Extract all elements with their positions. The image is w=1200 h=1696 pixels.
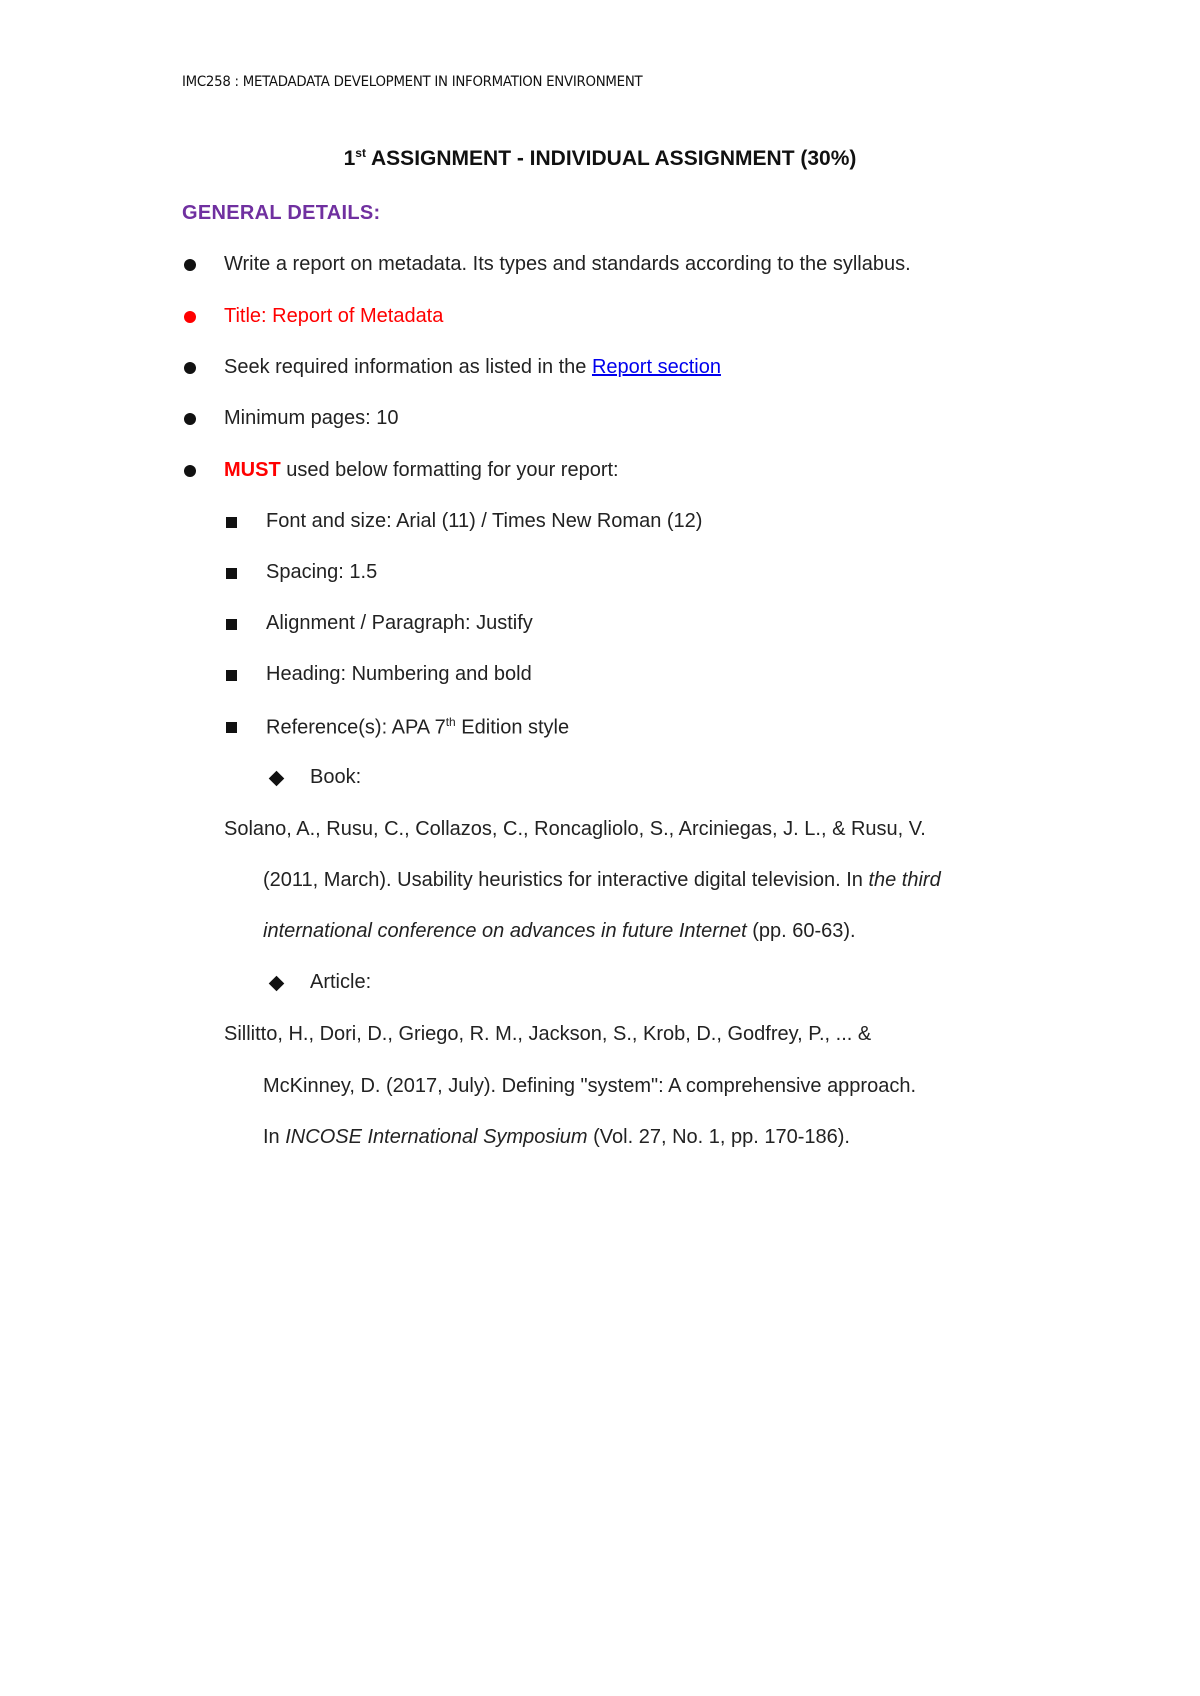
reference-italic: INCOSE International Symposium	[285, 1126, 588, 1148]
title-text: ASSIGNMENT - INDIVIDUAL ASSIGNMENT (30%)	[365, 147, 857, 170]
bullet-item	[224, 356, 721, 379]
format-item: Spacing: 1.5	[266, 561, 378, 583]
format-item: Font and size: Arial (11) / Times New Roman (12)	[266, 510, 703, 532]
bullet-text: used below formatting for your report:	[280, 459, 619, 481]
section-heading: GENERAL DETAILS:	[182, 202, 381, 224]
format-item: Alignment / Paragraph: Justify	[266, 612, 533, 634]
format-text: Reference(s): APA 7	[266, 716, 446, 739]
bullet-icon	[184, 465, 196, 477]
article-label: Article:	[310, 971, 372, 993]
square-bullet-icon	[226, 568, 237, 579]
bullet-item: Title: Report of Metadata	[224, 305, 444, 327]
book-reference-line	[263, 869, 941, 892]
reference-italic: international conference on advances in future Internet	[263, 920, 747, 942]
book-label: Book:	[310, 766, 362, 788]
book-reference-line	[263, 920, 856, 943]
square-bullet-icon	[226, 722, 237, 733]
format-item: Heading: Numbering and bold	[266, 663, 532, 685]
article-reference-line: McKinney, D. (2017, July). Defining "system": A comprehensive approach.	[263, 1075, 917, 1097]
article-reference-line	[263, 1126, 850, 1149]
title-number: 1	[343, 147, 356, 170]
book-reference-line: Solano, A., Rusu, C., Collazos, C., Roncagliolo, S., Arciniegas, J. L., & Rusu, V.	[224, 818, 926, 840]
must-emphasis: MUST	[224, 459, 281, 481]
bullet-item: Write a report on metadata. Its types and standards according to the syllabus.	[224, 253, 911, 275]
reference-text: (pp. 60-63).	[746, 920, 856, 942]
reference-text: (Vol. 27, No. 1, pp. 170-186).	[587, 1126, 850, 1148]
bullet-icon	[184, 362, 196, 374]
square-bullet-icon	[226, 619, 237, 630]
bullet-icon	[184, 259, 196, 271]
bullet-item: Minimum pages: 10	[224, 407, 399, 429]
article-reference-line: Sillitto, H., Dori, D., Griego, R. M., Jackson, S., Krob, D., Godfrey, P., ... &	[224, 1023, 872, 1045]
assignment-title	[0, 146, 1200, 171]
reference-italic: the third	[868, 869, 941, 891]
report-section-link[interactable]: Report section	[591, 356, 721, 378]
format-item	[266, 715, 569, 740]
square-bullet-icon	[226, 670, 237, 681]
reference-text: (2011, March). Usability heuristics for interactive digital television. In	[263, 869, 869, 891]
page-header: IMC258 : METADADATA DEVELOPMENT IN INFORMATION ENVIRONMENT	[182, 74, 643, 90]
bullet-text: Seek required information as listed in the	[224, 356, 592, 378]
bullet-item	[224, 459, 619, 482]
title-superscript: st	[355, 146, 366, 160]
reference-text: In	[263, 1126, 286, 1148]
diamond-bullet-icon	[269, 976, 285, 992]
square-bullet-icon	[226, 517, 237, 528]
diamond-bullet-icon	[269, 771, 285, 787]
format-text: Edition style	[455, 716, 570, 739]
bullet-icon	[184, 311, 196, 323]
format-superscript: th	[445, 715, 456, 729]
bullet-icon	[184, 413, 196, 425]
